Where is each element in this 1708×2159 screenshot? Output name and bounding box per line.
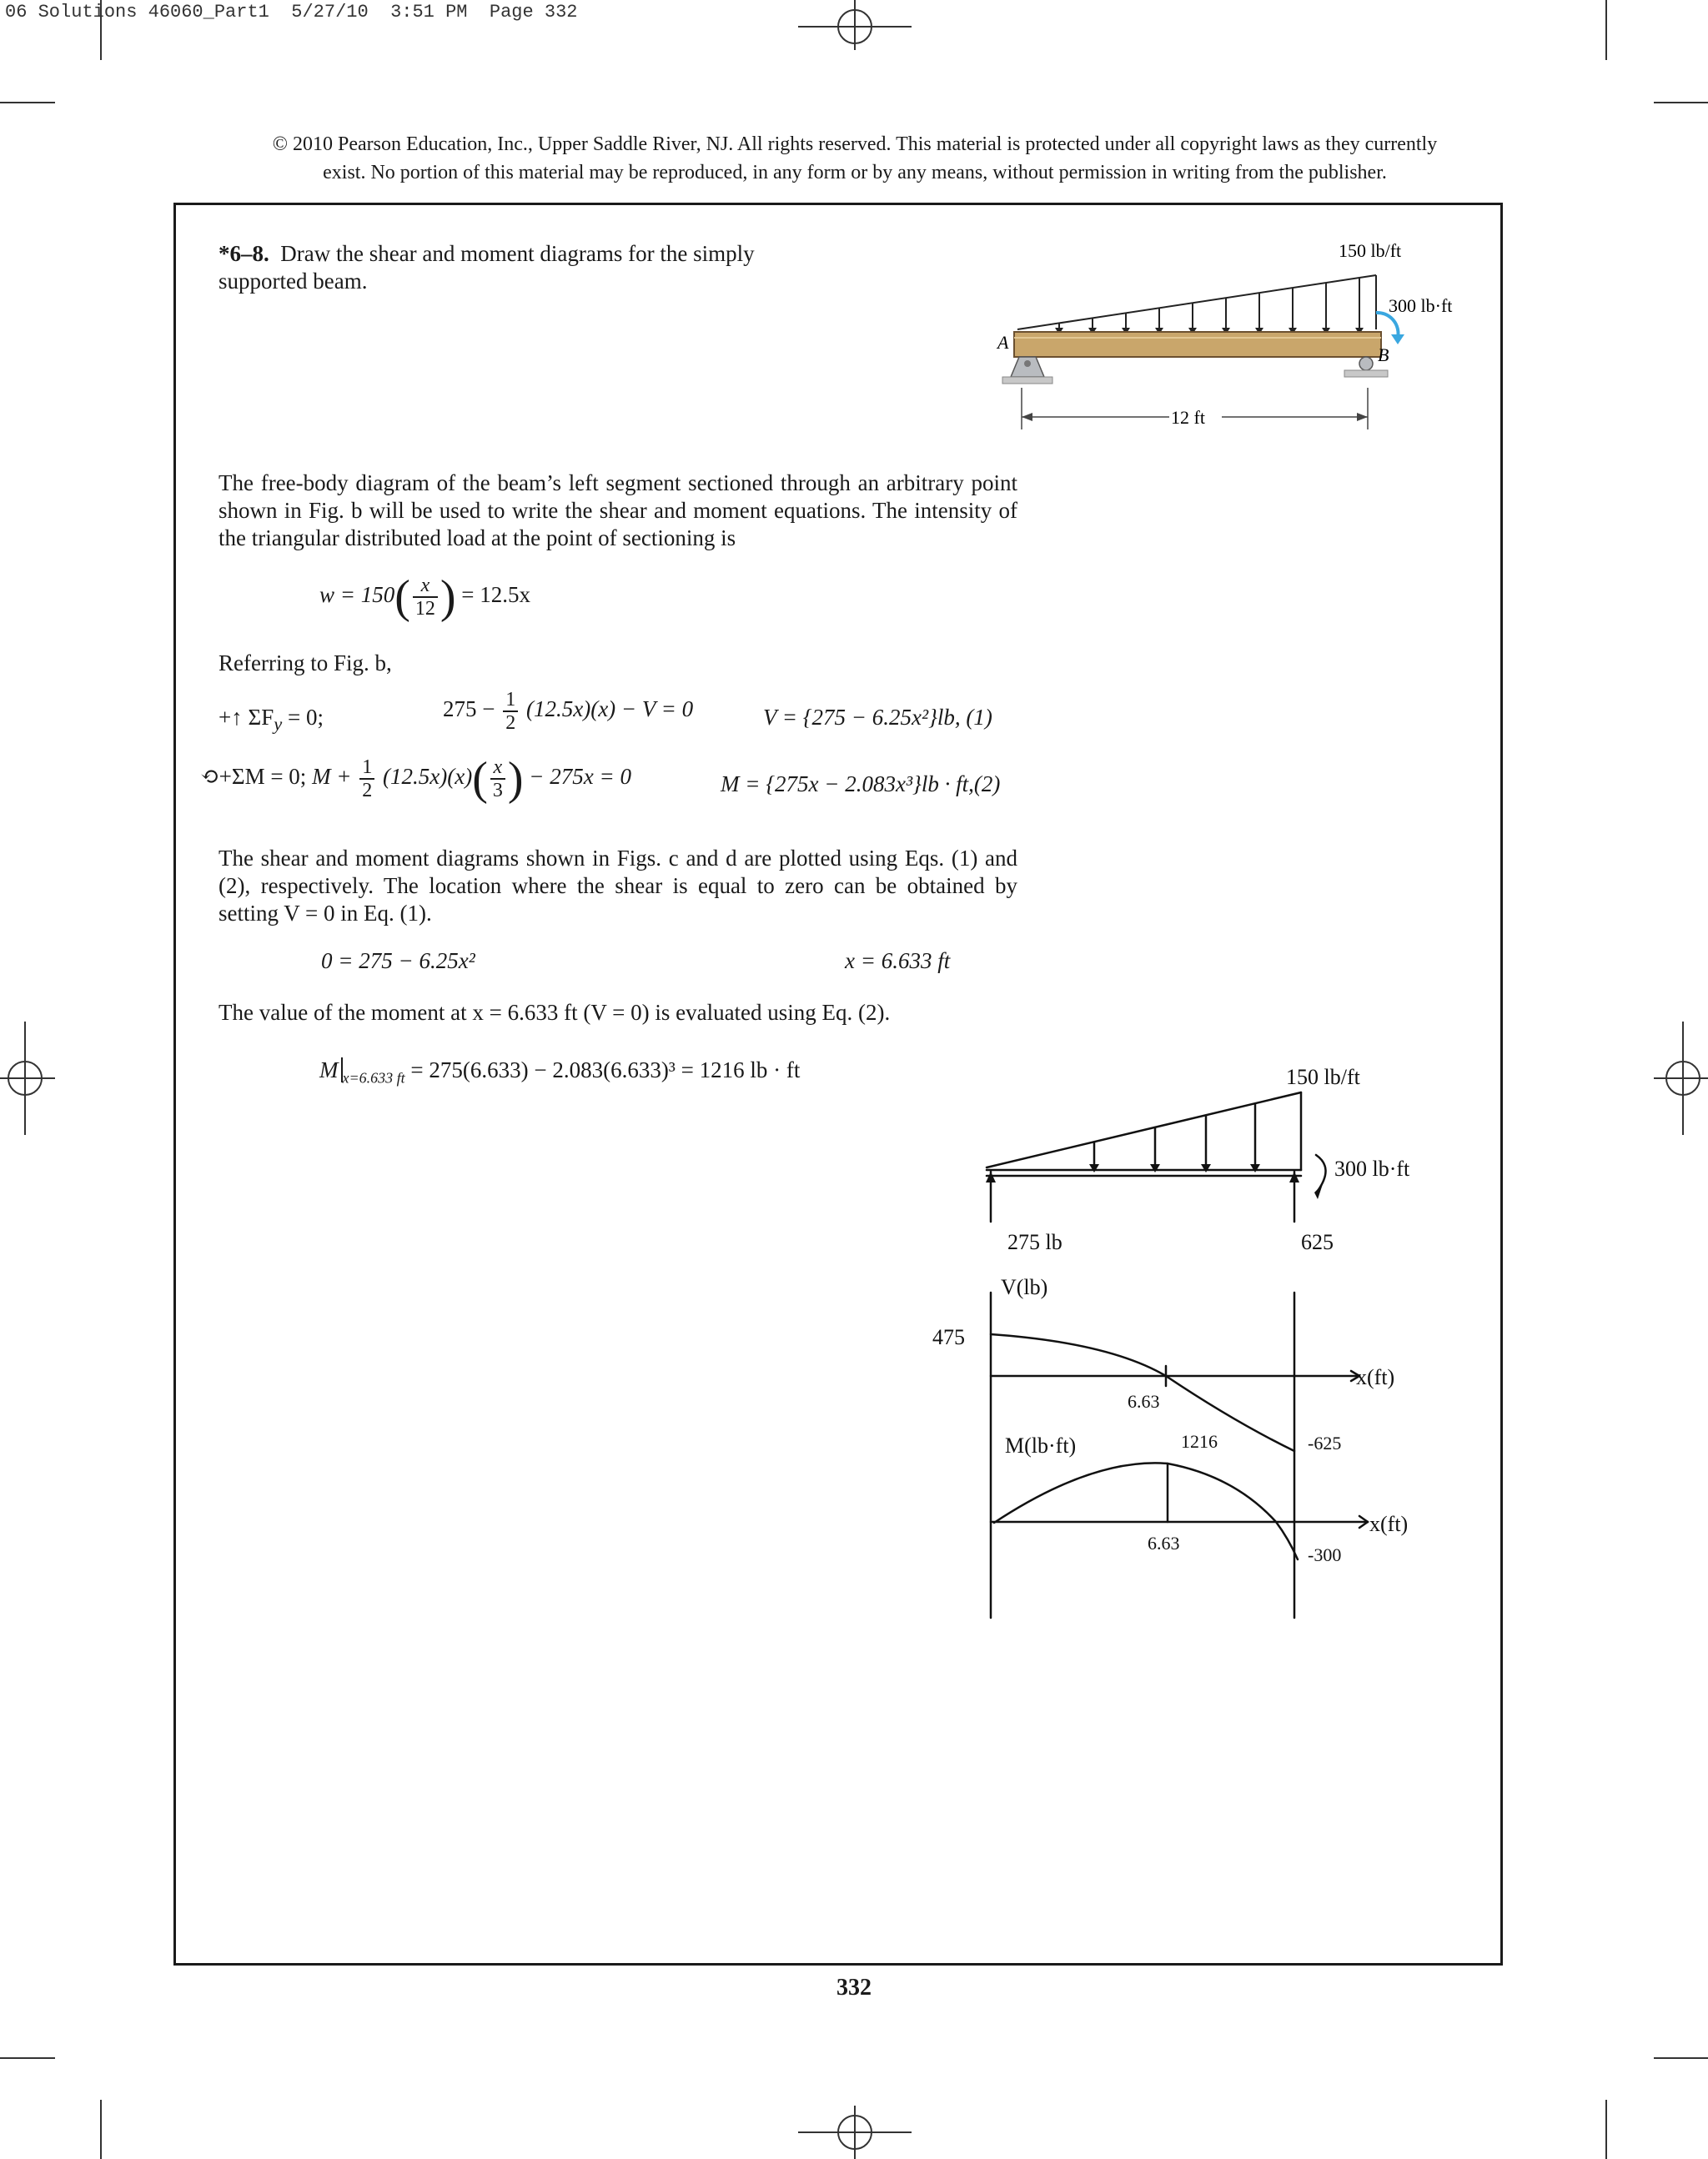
sketch-m-max: 1216: [1181, 1431, 1218, 1452]
equation-intensity: w = 150( $\frac{x}{12}$ ) = 12.5x: [319, 571, 531, 623]
m-third-den: 3: [492, 780, 503, 801]
problem-statement: [219, 240, 836, 295]
equation-zero-shear: 0 = 275 − 6.25x²: [321, 948, 475, 973]
fy-half-num: 1: [503, 689, 518, 712]
w-lhs: w = 150: [319, 582, 395, 608]
sketch-moment: 300 lb·ft: [1334, 1157, 1410, 1181]
sketch-x-axis-v: x(ft): [1356, 1365, 1395, 1389]
fy-half-den: 2: [505, 712, 516, 734]
sketch-ra: 275 lb: [1007, 1230, 1062, 1254]
paragraph-referring: Referring to Fig. b,: [219, 650, 392, 675]
w-den: 12: [414, 598, 435, 620]
copyright-line-2: exist. No portion of this material may be reproduced, in any form or by any means, without permission in writing from the publisher.: [323, 162, 1387, 183]
support-b-label: B: [1378, 344, 1389, 365]
equation-zero-result: x = 6.633 ft: [845, 948, 951, 973]
w-num: x: [413, 575, 438, 598]
problem-text: Draw the shear and moment diagrams for the simply supported beam.: [219, 241, 755, 294]
paragraph-moment-value: The value of the moment at x = 6.633 ft (V = 0) is evaluated using Eq. (2).: [219, 1000, 891, 1025]
sketch-rb: 625: [1301, 1230, 1334, 1254]
equation-moment-result: M = {275x − 2.083x³}lb · ft,(2): [721, 771, 1001, 796]
w-rhs: = 12.5x: [461, 582, 531, 608]
beam-figure: [984, 238, 1468, 442]
copyright-notice: [150, 130, 1560, 187]
sketch-m-right: -300: [1308, 1544, 1342, 1565]
figure-moment-label: 300 lb·ft: [1389, 295, 1453, 316]
sketch-x-axis-m: x(ft): [1369, 1512, 1409, 1536]
equation-m-body: ⟲+ΣM = 0; M + $\frac{1}{2}$ (12.5x)(x)( $\frac{x}{3}$ ) − 275x = 0: [200, 753, 631, 805]
equation-max-moment: [319, 1057, 800, 1087]
sketch-v-left: 475: [932, 1325, 965, 1349]
sketch-v-zero: 6.63: [1128, 1391, 1160, 1412]
sketch-m-axis: M(lb·ft): [1005, 1433, 1077, 1458]
paragraph-diagrams: The shear and moment diagrams shown in Figs. c and d are plotted using Eqs. (1) and (2), respectively. The location where the shear is equal to zero can be obtained by setting V = 0 in Eq. (1).: [219, 846, 1017, 926]
mmax-rhs: = 275(6.633) − 2.083(6.633)³ = 1216 lb · ft: [410, 1057, 801, 1082]
beam: [1014, 332, 1381, 357]
handwritten-sketch: [917, 1051, 1484, 1634]
m-c: − 275x = 0: [529, 764, 631, 790]
fy-sub: y: [274, 713, 283, 735]
problem-number: *6–8.: [219, 241, 269, 266]
m-half-num: 1: [359, 756, 374, 780]
paragraph-fbd: The free-body diagram of the beam’s left segment sectioned through an arbitrary point shown in Fig. b will be used to write the shear and moment equations. The intensity of the triangular distributed load at the point of sectioning is: [219, 470, 1017, 550]
figure-load-label: 150 lb/ft: [1339, 240, 1402, 261]
support-a-label: A: [997, 332, 1009, 353]
m-label: ⟲+ΣM = 0;: [200, 764, 307, 790]
m-third-num: x: [490, 756, 505, 780]
fy-label: +↑ ΣF: [219, 705, 274, 730]
m-b: (12.5x)(x): [383, 764, 473, 790]
sketch-v-axis: V(lb): [1001, 1275, 1048, 1299]
equation-shear-result: V = {275 − 6.25x²}lb, (1): [763, 705, 992, 730]
mmax-sub: x=6.633 ft: [342, 1069, 405, 1087]
running-header: 06 Solutions 46060_Part1 5/27/10 3:51 PM Page 332: [5, 2, 578, 23]
m-half-den: 2: [362, 780, 373, 801]
equation-fy-label: [219, 705, 324, 735]
sketch-v-right: -625: [1308, 1433, 1342, 1454]
fy-a: 275 −: [443, 696, 495, 722]
sketch-load: 150 lb/ft: [1286, 1065, 1360, 1089]
m-a: M +: [312, 764, 352, 790]
load-arrows: [1059, 278, 1359, 331]
copyright-line-1: © 2010 Pearson Education, Inc., Upper Saddle River, NJ. All rights reserved. This material is protected under all copyright laws as they currently: [272, 133, 1438, 155]
fy-eq: = 0;: [287, 705, 324, 730]
equation-fy-body: [443, 689, 693, 734]
fy-b: (12.5x)(x) − V = 0: [525, 696, 694, 722]
roller-support-b: [1359, 357, 1373, 370]
span-label: 12 ft: [1171, 407, 1205, 428]
page-number: 332: [836, 1975, 872, 2001]
sketch-m-zero: 6.63: [1148, 1533, 1180, 1554]
mmax-lhs: M: [319, 1057, 343, 1082]
